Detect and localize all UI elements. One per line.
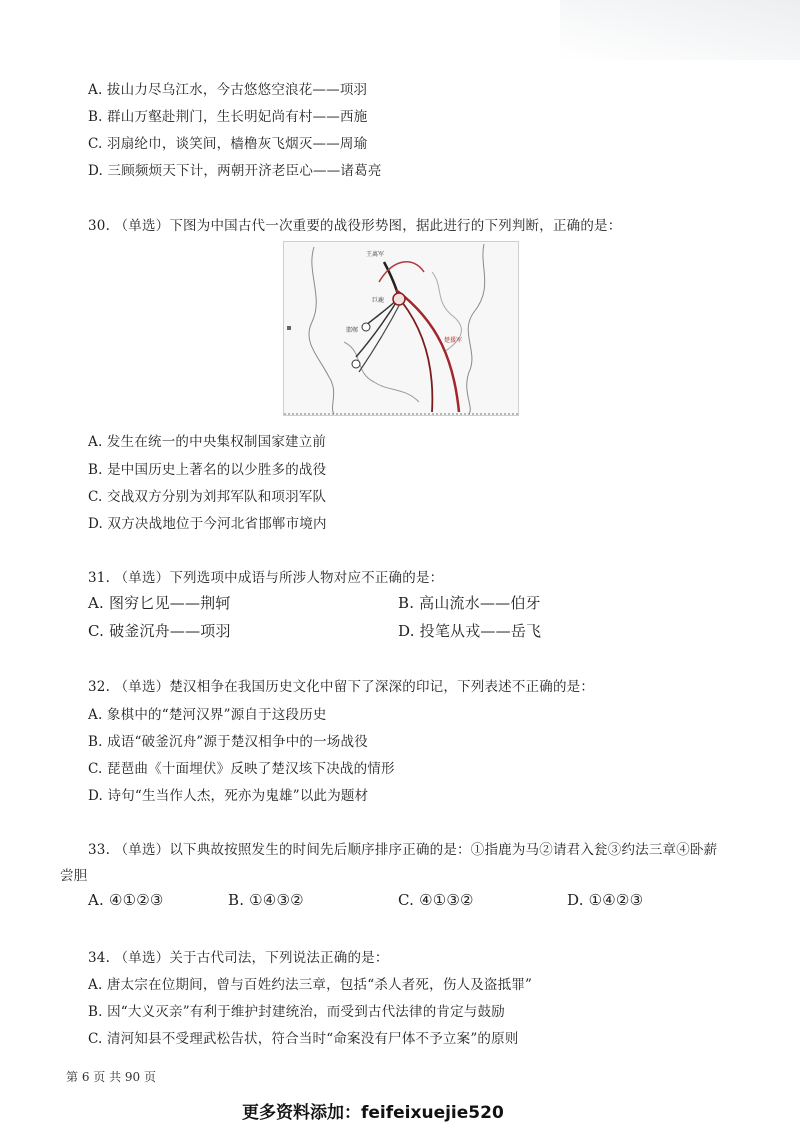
q30-option-d: D. 双方决战地位于今河北省邯郸市境内 xyxy=(88,516,327,532)
q31-option-d: D. 投笔从戎——岳飞 xyxy=(398,622,542,640)
river-south xyxy=(344,342,419,402)
q32-stem: 32. （单选）楚汉相争在我国历史文化中留下了深深的印记，下列表述不正确的是： xyxy=(88,679,595,695)
q34-stem: 34. （单选）关于古代司法，下列说法正确的是： xyxy=(88,950,389,966)
q32-option-d: D. 诗句“生当作人杰，死亦为鬼雄”以此为题材 xyxy=(88,788,369,804)
arrow-chu-relief xyxy=(396,290,459,412)
q29-option-c: C. 羽扇纶巾，谈笑间，樯橹灰飞烟灭——周瑜 xyxy=(88,136,368,152)
q34-option-a: A. 唐太宗在位期间，曾与百姓约法三章，包括“杀人者死，伤人及盗抵罪” xyxy=(88,977,533,993)
q30-option-b: B. 是中国历史上著名的以少胜多的战役 xyxy=(88,462,327,478)
q30-stem: 30. （单选）下图为中国古代一次重要的战役形势图，据此进行的下列判断，正确的是： xyxy=(88,218,622,234)
label-wangli: 王离军 xyxy=(366,251,385,258)
promo-banner: 更多资料添加：feifeixuejie520 xyxy=(242,1103,504,1123)
handan-marker xyxy=(362,323,370,331)
q33-stem-line1: 33. （单选）以下典故按照发生的时间先后顺序排序正确的是：①指鹿为马②请君入瓮③约法三章④卧薪 xyxy=(88,842,718,858)
page-number: 第 6 页 共 90 页 xyxy=(66,1070,156,1084)
q34-option-c: C. 清河知县不受理武松告状，符合当时“命案没有尸体不予立案”的原则 xyxy=(88,1031,519,1047)
q31-option-a: A. 图穷匕见——荆轲 xyxy=(88,594,231,612)
label-julu: 巨鹿 xyxy=(372,297,385,304)
q31-option-c: C. 破釜沉舟——项羽 xyxy=(88,622,231,640)
q30-option-c: C. 交战双方分别为刘邦军队和项羽军队 xyxy=(88,489,327,505)
city-marker-south xyxy=(352,360,360,368)
label-handan: 邯郸 xyxy=(346,327,359,334)
q32-option-b: B. 成语“破釜沉舟”源于楚汉相争中的一场战役 xyxy=(88,734,368,750)
arrow-chu-2 xyxy=(402,302,432,412)
river-east xyxy=(467,244,485,414)
q33-option-b: B. ①④③② xyxy=(228,891,304,909)
julu-marker xyxy=(393,293,405,305)
q33-option-a: A. ④①②③ xyxy=(88,891,164,909)
arrow-south-2 xyxy=(359,300,402,372)
q33-stem-line2: 尝胆 xyxy=(60,868,88,884)
q34-option-b: B. 因“大义灭亲”有利于维护封建统治，而受到古代法律的肯定与鼓励 xyxy=(88,1004,505,1020)
scan-shade xyxy=(560,0,800,60)
map-marker xyxy=(287,326,291,330)
q29-option-a: A. 拔山力尽乌江水，今古悠悠空浪花——项羽 xyxy=(88,82,368,98)
q29-option-d: D. 三顾频烦天下计，两朝开济老臣心——诸葛亮 xyxy=(88,163,382,179)
q30-option-a: A. 发生在统一的中央集权制国家建立前 xyxy=(88,434,327,450)
q32-option-c: C. 琵琶曲《十面埋伏》反映了楚汉垓下决战的情形 xyxy=(88,761,395,777)
q33-option-c: C. ④①③② xyxy=(398,891,474,909)
river-west xyxy=(309,247,334,414)
battle-map-svg xyxy=(284,242,518,415)
q31-stem: 31. （单选）下列选项中成语与所涉人物对应不正确的是： xyxy=(88,570,444,586)
q29-option-b: B. 群山万壑赴荆门，生长明妃尚有村——西施 xyxy=(88,109,368,125)
q32-option-a: A. 象棋中的“楚河汉界”源自于这段历史 xyxy=(88,707,327,723)
q31-option-b: B. 高山流水——伯牙 xyxy=(398,594,541,612)
battle-map xyxy=(283,241,519,416)
label-chu: 楚援军 xyxy=(444,337,463,344)
q33-option-d: D. ①④②③ xyxy=(567,891,644,909)
